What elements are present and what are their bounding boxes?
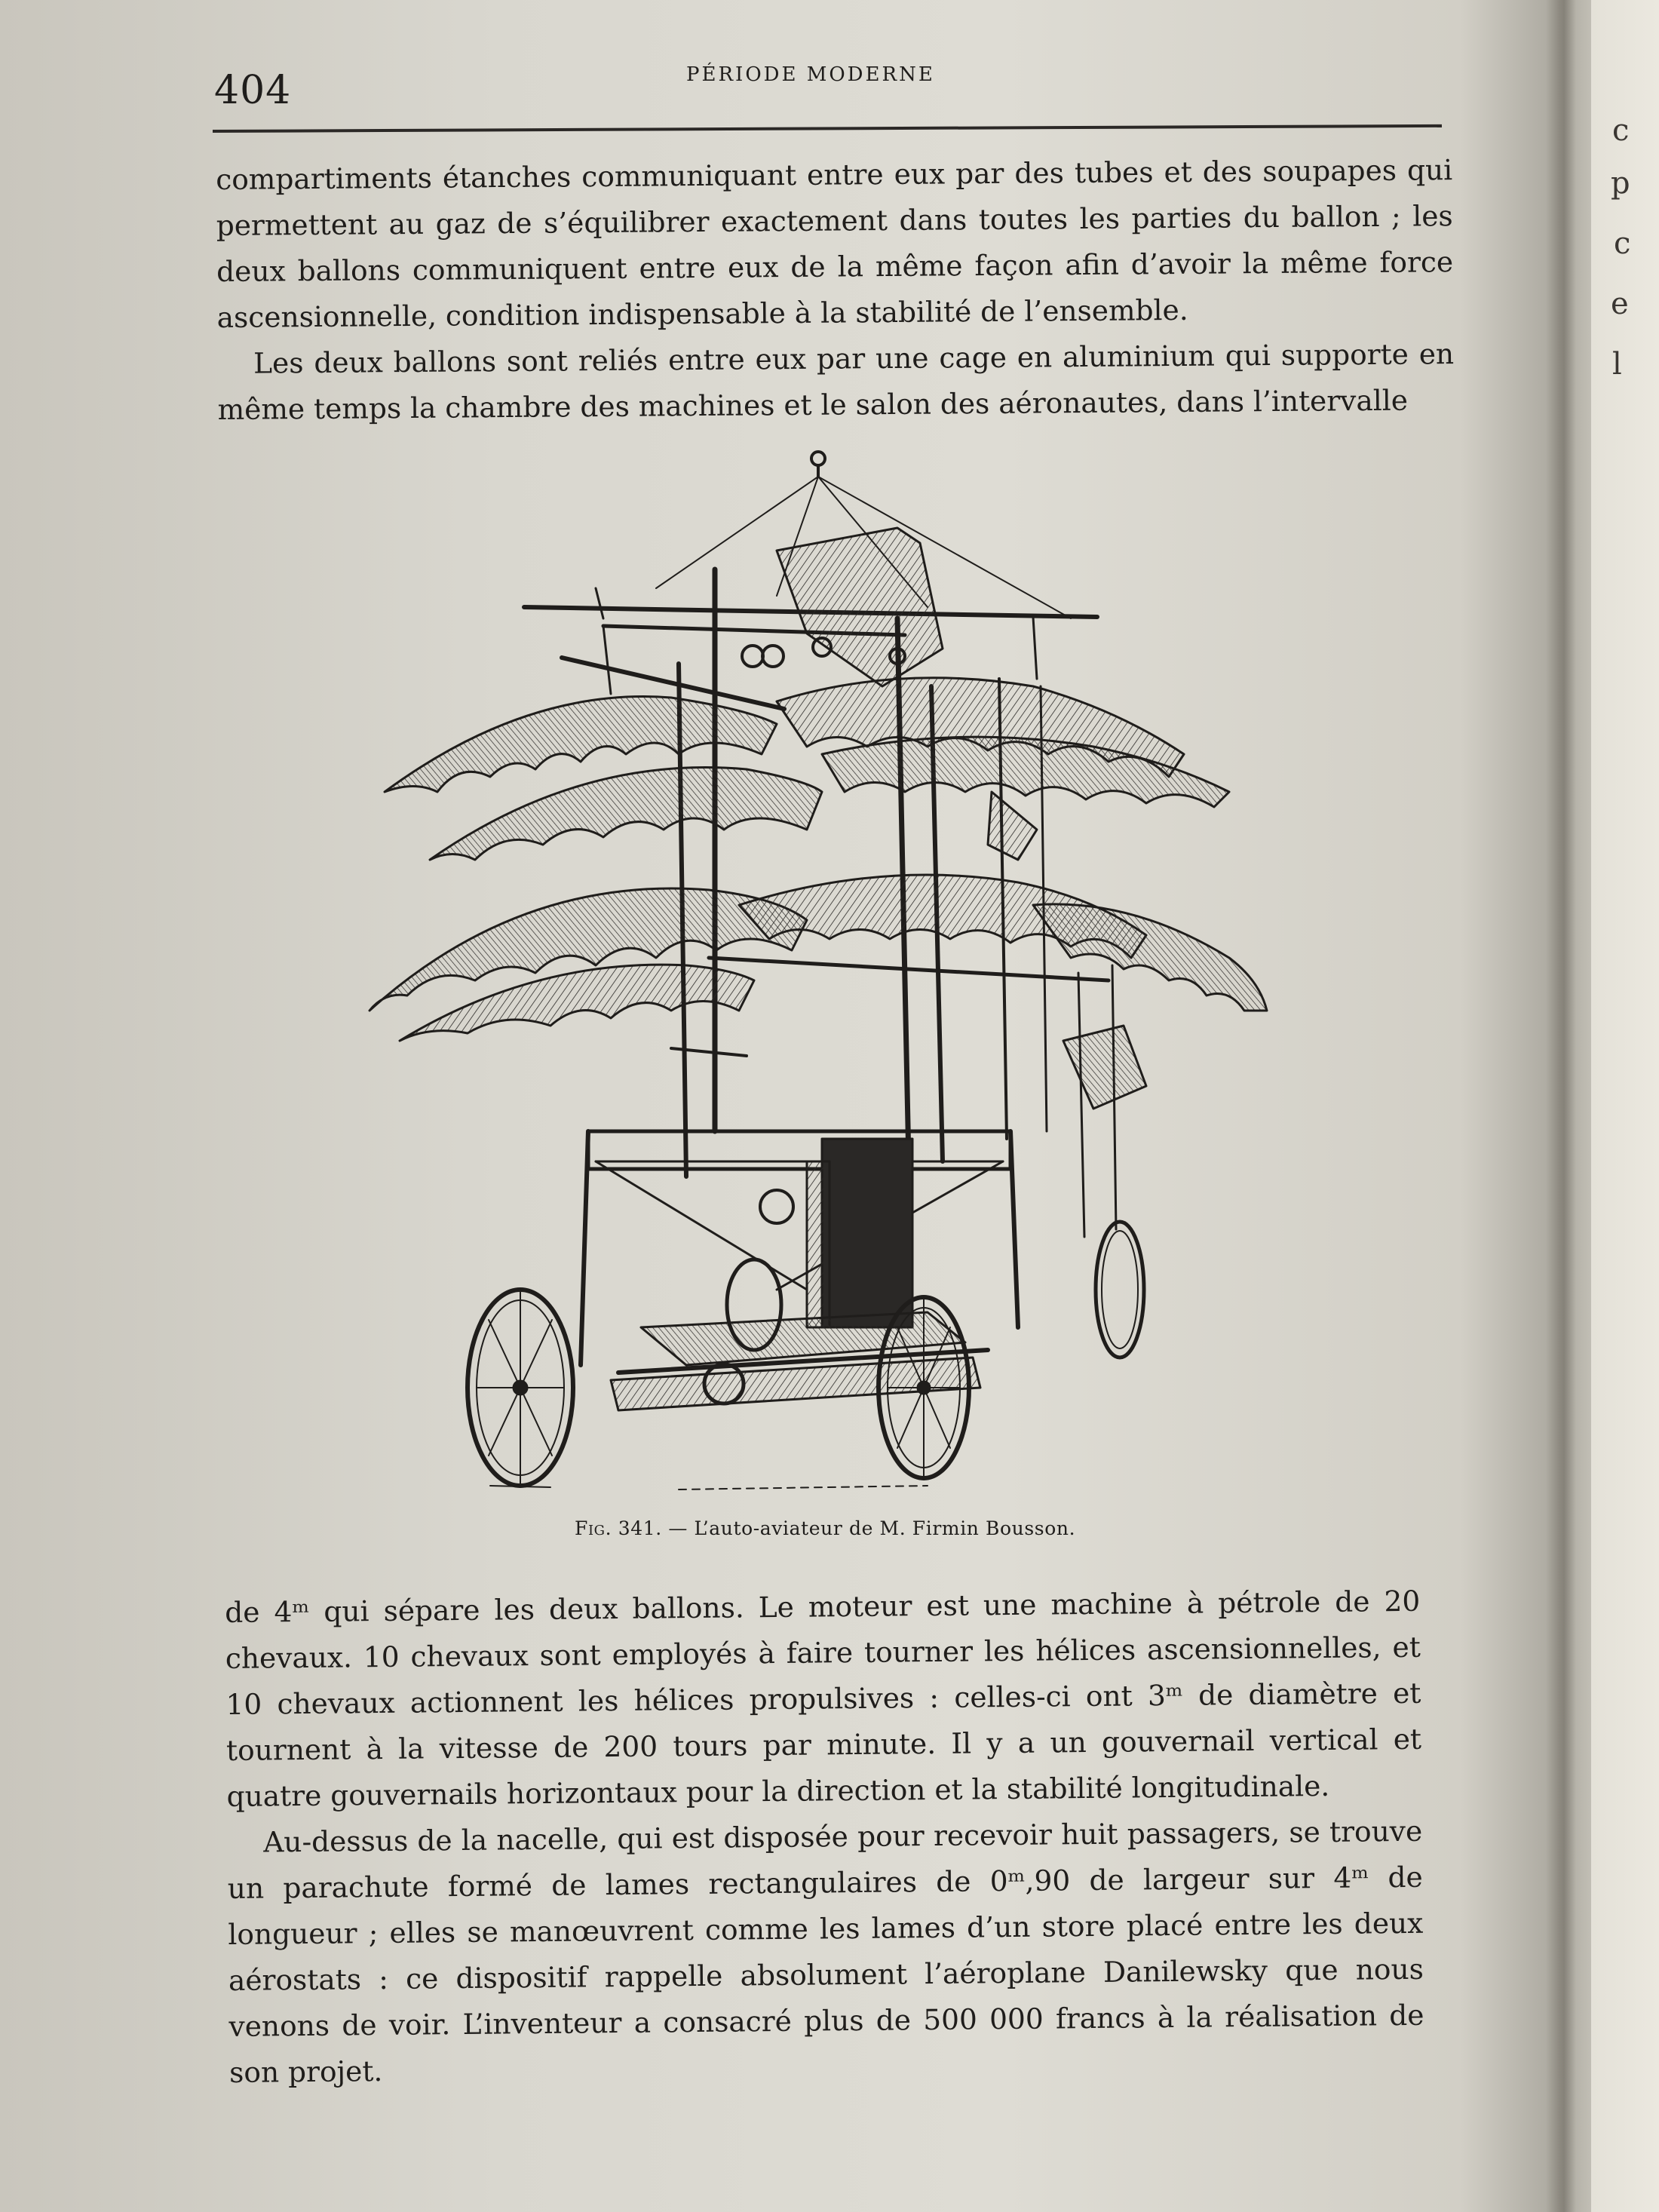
paragraph: Les deux ballons sont reliés entre eux par une cage en aluminium qui supporte en même temps la chambre des machines et le salon des aéronautes, dans l’intervalle xyxy=(217,337,1455,426)
adjacent-page-edge: c p c e l xyxy=(1591,0,1659,2212)
figure-caption xyxy=(575,1517,1075,1539)
figure-illustration xyxy=(354,437,1342,1493)
figure-label: Fig. 341. xyxy=(575,1517,662,1539)
paragraph: compartiments étanches communiquant entre eux par des tubes et des soupapes qui permettent au gaz de s’équilibrer exactement dans toutes les parties du ballon ; les deux ballons communiquent entre eux de la même façon afin d’avoir la même force ascensionnelle, condition indispensable à la stabilité de l’ensemble. xyxy=(216,153,1454,334)
paragraph: de 4ᵐ qui sépare les deux ballons. Le moteur est une machine à pétrole de 20 chevaux. 10 chevaux sont employés à faire tourner les hélices ascensionnelles, et 10 chevaux actionnent les hélices propulsives : celles-ci ont 3ᵐ de diamètre et tournent à la vitesse de 200 tours par minute. Il y a un gouvernail vertical et quatre gouvernails horizontaux pour la direction et la stabilité longitudinale. xyxy=(225,1584,1422,1813)
page-number: 404 xyxy=(214,68,292,113)
top-text xyxy=(216,147,1455,433)
header-rule xyxy=(213,124,1442,133)
bottom-text xyxy=(225,1578,1424,2096)
paragraph: Au-dessus de la nacelle, qui est disposée pour recevoir huit passagers, se trouve un parachute formé de lames rectangulaires de 0ᵐ,90 de largeur sur 4ᵐ de longueur ; elles se manœuvrent comme les lames d’un store placé entre les deux aérostats : ce dispositif rappelle absolument l’aéroplane Danilewsky que nous venons de voir. L’inventeur a consacré plus de 500 000 francs à la réalisation de son projet. xyxy=(227,1814,1424,2089)
figure-caption-text: — L’auto-aviateur de M. Firmin Bousson. xyxy=(668,1517,1076,1539)
auto-aviateur-engraving xyxy=(354,437,1342,1493)
running-head: PÉRIODE MODERNE xyxy=(686,63,935,86)
